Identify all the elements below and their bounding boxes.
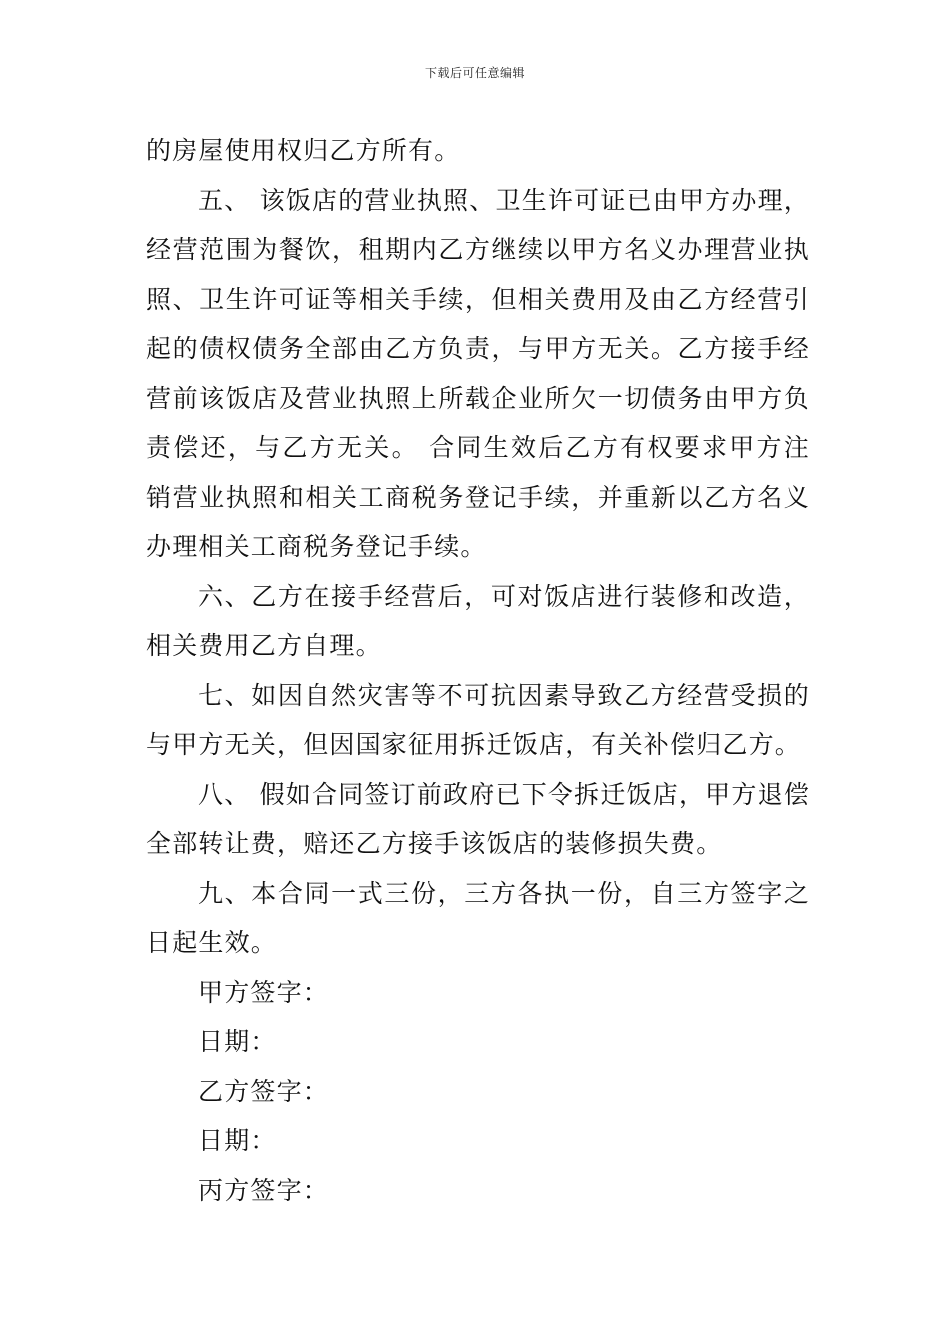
party-b-date-label: 日期： — [198, 1126, 277, 1155]
clause-nine: 九、本合同一式三份，三方各执一份，自三方签字之日起生效。 — [146, 878, 810, 957]
party-a-date-label: 日期： — [198, 1027, 277, 1056]
party-a-signature-label: 甲方签字： — [198, 977, 330, 1007]
page-header-note: 下载后可任意编辑 — [424, 66, 525, 80]
clause-five: 五、 该饭店的营业执照、卫生许可证已由甲方办理，经营范围为餐饮，租期内乙方继续以甲方名义办理营业执照、卫生许可证等相关手续，但相关费用及由乙方经营引起的债权债务全部由乙方负责，与甲方无关。乙方接手经营前该饭店及营业执照上所载企业所欠一切债务由甲方负责偿还，与乙方无关。 合同生效后乙方有权要求甲方注销营业执照和相关工商税务登记手续，并重新以乙方名义办理相关工商税务登记手续。 — [146, 185, 810, 561]
clause-six: 六、乙方在接手经营后，可对饭店进行装修和改造，相关费用乙方自理。 — [146, 581, 810, 660]
signature-block — [146, 968, 810, 1216]
clause-seven: 七、如因自然灾害等不可抗因素导致乙方经营受损的与甲方无关，但因国家征用拆迁饭店，有关补偿归乙方。 — [146, 680, 810, 759]
paragraph-continuation: 的房屋使用权归乙方所有。 — [146, 136, 461, 165]
document-body — [146, 126, 810, 1215]
clause-eight: 八、 假如合同签订前政府已下令拆迁饭店，甲方退偿全部转让费，赔还乙方接手该饭店的装修损失费。 — [146, 779, 810, 858]
party-b-signature-label: 乙方签字： — [198, 1076, 330, 1106]
party-c-signature-label: 丙方签字： — [198, 1175, 330, 1205]
